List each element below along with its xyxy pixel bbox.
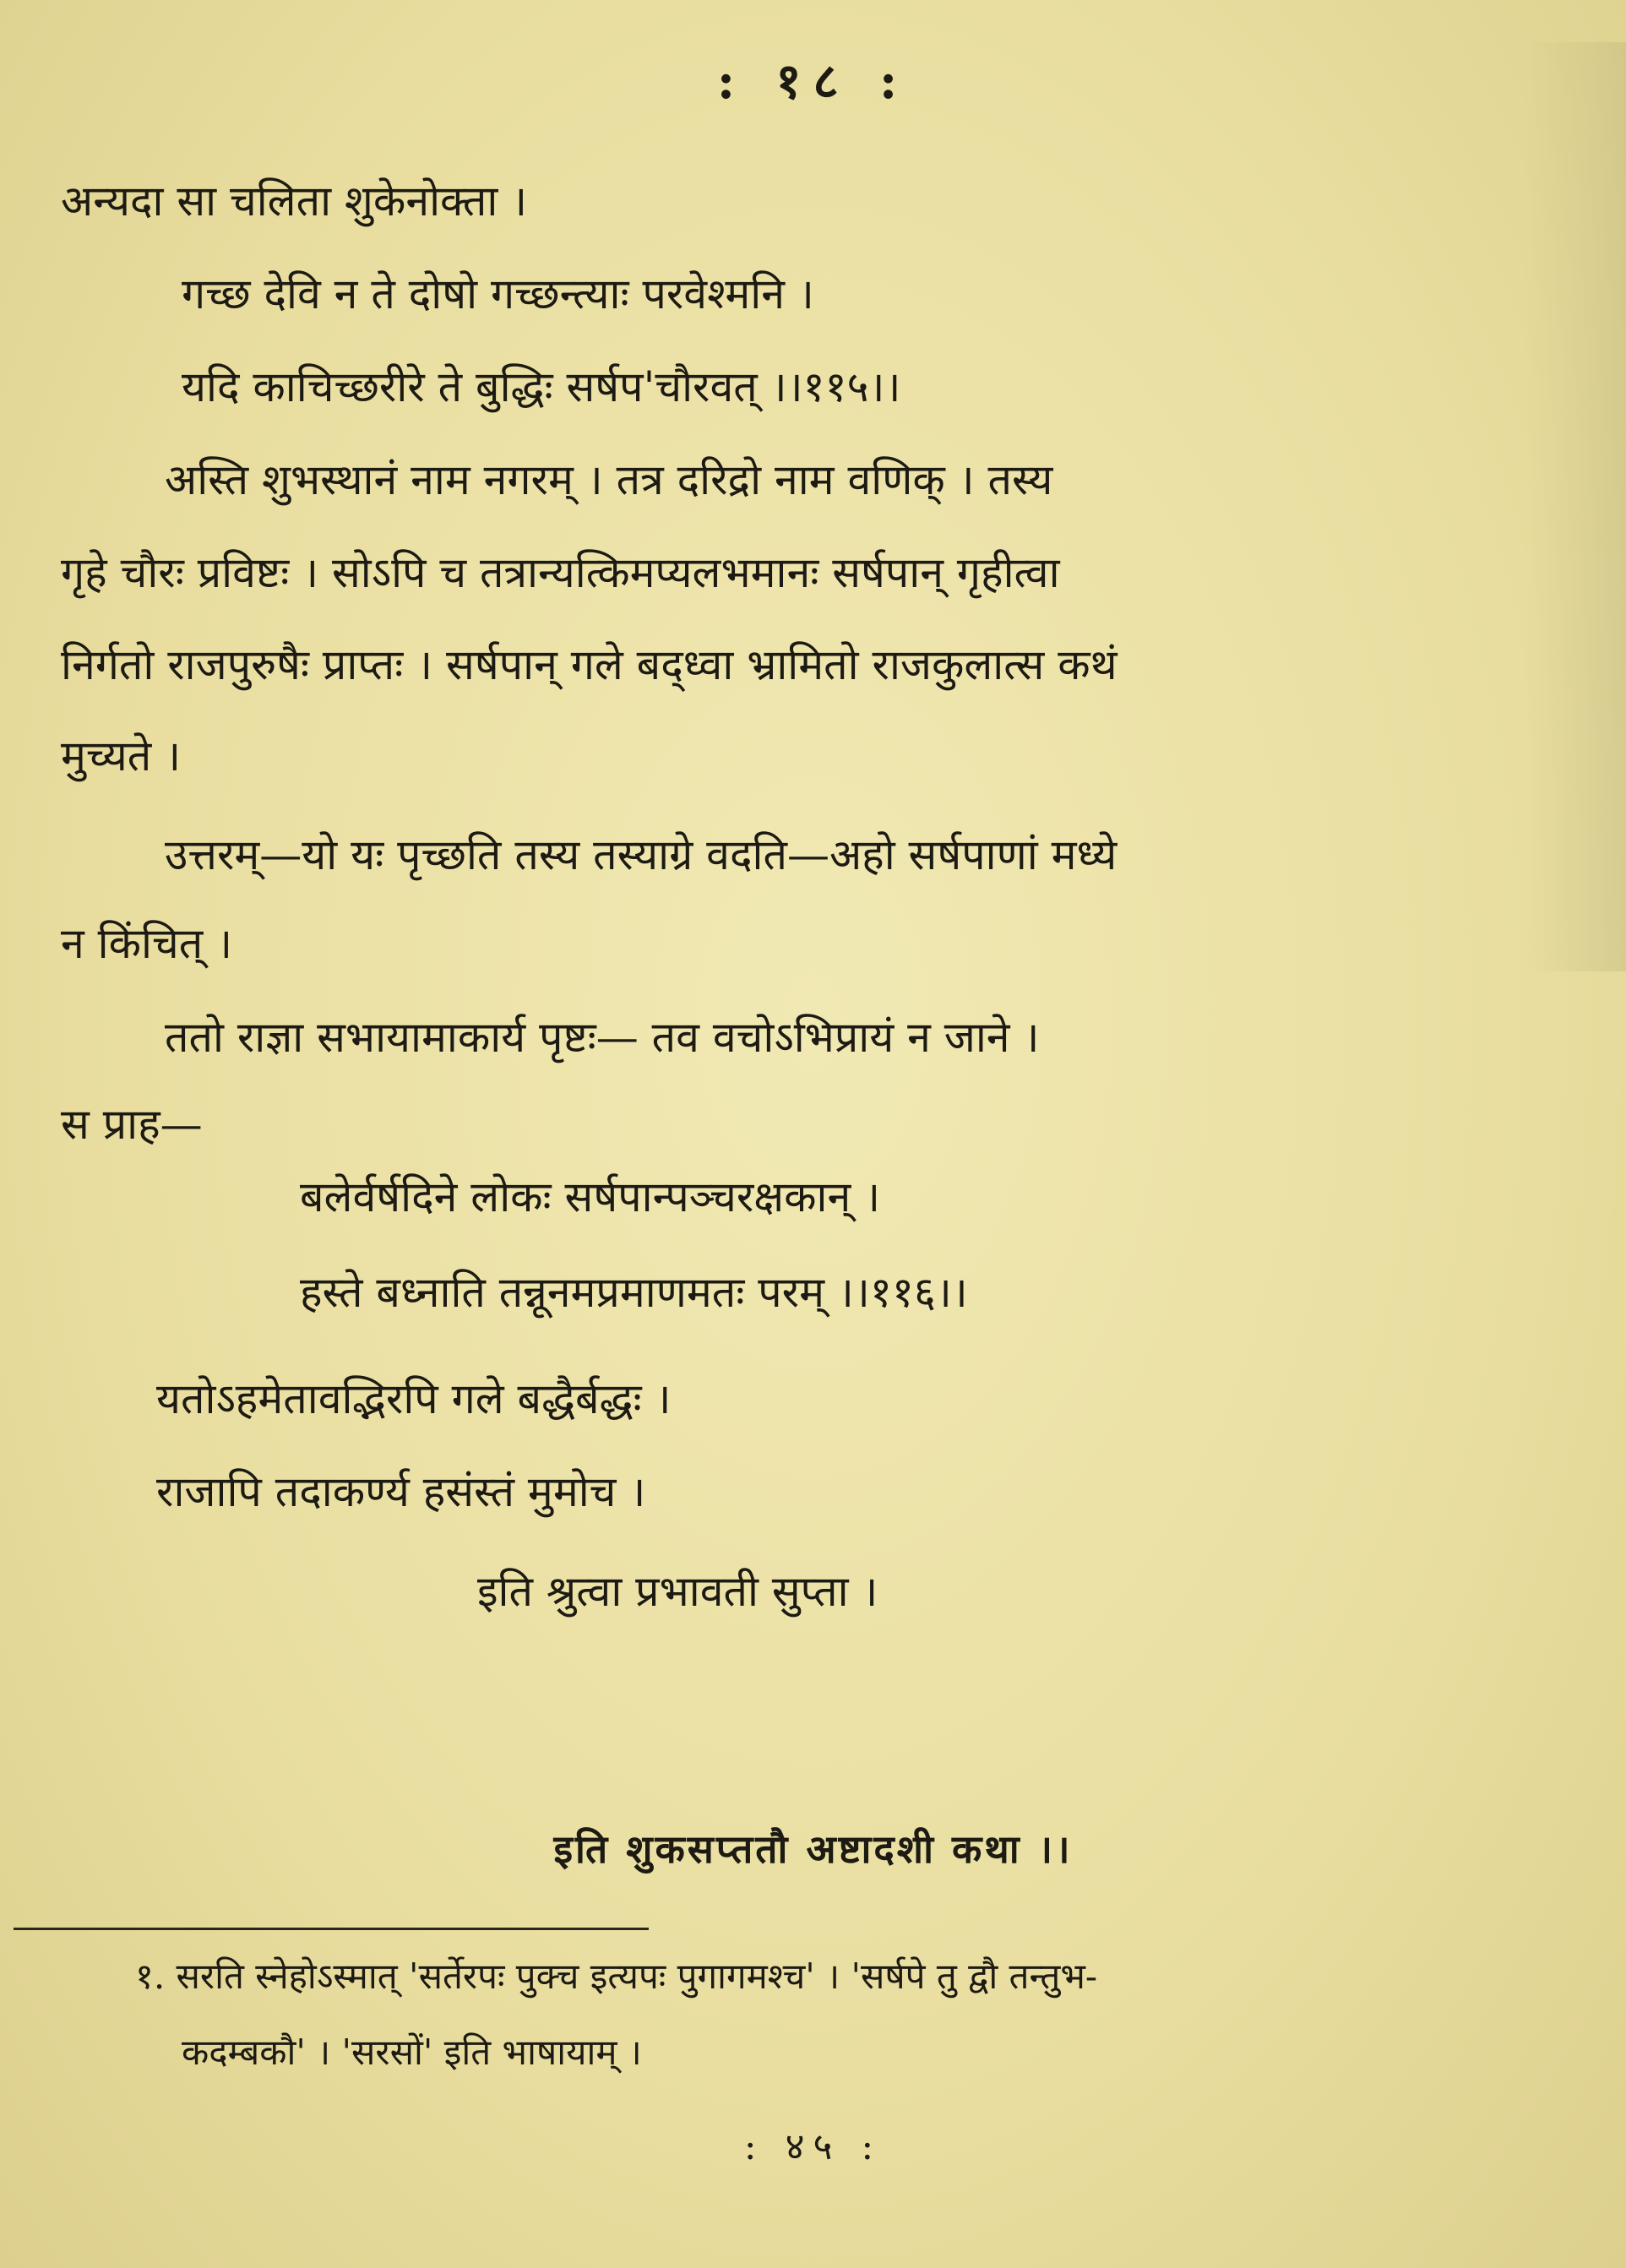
prose-line: न किंचित् । — [61, 919, 233, 968]
footnote-line: १. सरति स्नेहोऽस्मात् 'सर्तेरपः पुक्च इत्यपः पुगागमश्च' । 'सर्षपे तु द्वौ तन्तुभ- — [135, 1955, 1098, 1997]
prose-line: अस्ति शुभस्थानं नाम नगरम् । तत्र दरिद्रो नाम वणिक् । तस्य — [165, 455, 1053, 504]
page-header: : १८ : — [716, 52, 910, 110]
prose-line: राजापि तदाकर्ण्य हसंस्तं मुमोच । — [156, 1467, 646, 1516]
verse-line: हस्ते बध्नाति तन्नूनमप्रमाणमतः परम् ।।११६।। — [300, 1268, 968, 1317]
verse-line: बलेर्वर्षदिने लोकः सर्षपान्पञ्चरक्षकान् । — [300, 1172, 881, 1221]
prose-line: ततो राज्ञा सभायामाकार्य पृष्टः— तव वचोऽभिप्रायं न जाने । — [165, 1013, 1040, 1062]
prose-line: मुच्यते । — [61, 732, 182, 780]
chapter-colophon: इति शुकसप्ततौ अष्टादशी कथा ।। — [553, 1826, 1073, 1872]
verse-line: यदि काचिच्छरीरे ते बुद्धिः सर्षप'चौरवत् ।।११५।। — [182, 362, 901, 411]
prose-line: यतोऽहमेतावद्भिरपि गले बद्धैर्बद्धः । — [156, 1374, 672, 1423]
verse-line: गच्छ देवि न ते दोषो गच्छन्त्याः परवेश्मनि । — [182, 269, 814, 318]
prose-line: अन्यदा सा चलिता शुकेनोक्ता । — [61, 177, 528, 226]
footnote-rule — [14, 1928, 649, 1930]
prose-line: स प्राह— — [61, 1100, 203, 1149]
footnote-line: कदम्बकौ' । 'सरसों' इति भाषायाम् । — [182, 2031, 642, 2073]
prose-line: निर्गतो राजपुरुषैः प्राप्तः । सर्षपान् गले बद्ध्वा भ्रामितो राजकुलात्स कथं — [61, 640, 1118, 689]
prose-line: उत्तरम्—यो यः पृच्छति तस्य तस्याग्रे वदति—अहो सर्षपाणां मध्ये — [165, 830, 1118, 879]
page-number: : ४५ : — [743, 2125, 883, 2168]
prose-line: गृहे चौरः प्रविष्टः । सोऽपि च तत्रान्यत्किमप्यलभमानः सर्षपान् गृहीत्वा — [61, 548, 1060, 597]
bleed-through-shadow — [1525, 42, 1626, 971]
prose-line: इति श्रुत्वा प्रभावती सुप्ता । — [477, 1567, 878, 1616]
